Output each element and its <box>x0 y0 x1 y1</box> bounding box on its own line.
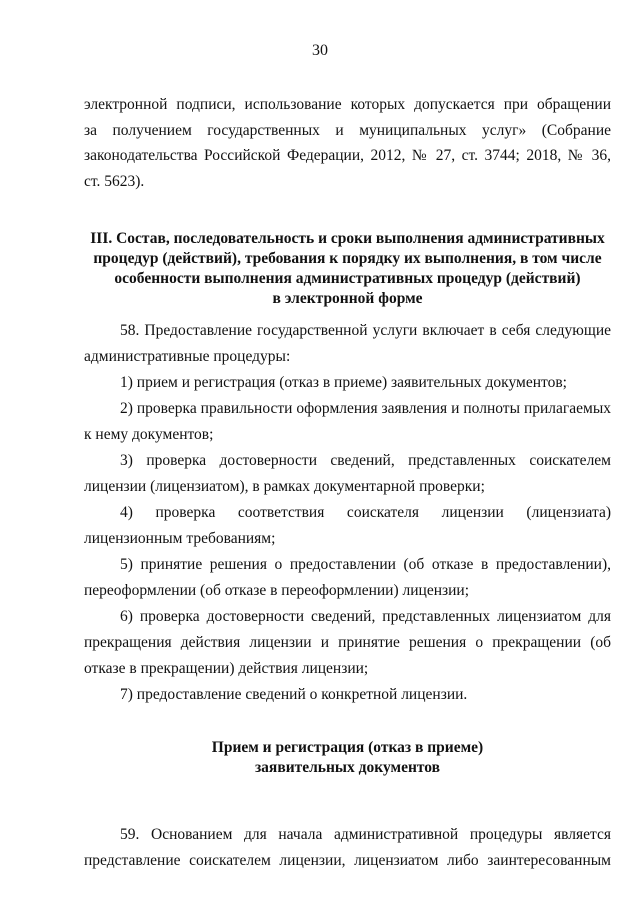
section-heading-line: III. Состав, последовательность и сроки выполнения административных <box>90 230 605 247</box>
intro-line: за получением государственных и муниципальных услуг» (Собрание <box>84 121 611 139</box>
procedure-item: 1) прием и регистрация (отказ в приеме) заявительных документов; <box>120 374 567 391</box>
section-heading-line: особенности выполнения административных процедур (действий) <box>114 270 581 287</box>
paragraph-59 <box>84 822 611 874</box>
intro-line: законодательства Российской Федерации, 2012, № 27, ст. 3744; 2018, № 36, <box>84 147 611 164</box>
paragraph-58 <box>84 318 611 708</box>
procedure-item: 6) проверка достоверности сведений, представленных лицензиатом для прекращения действия лицензии и принятие решения о прекращении (об отказе в прекращении) действия лицензии; <box>84 608 611 677</box>
intro-paragraph <box>84 92 611 194</box>
section-heading-line: в электронной форме <box>272 290 423 307</box>
paragraph-58-intro: 58. Предоставление государственной услуги включает в себя следующие административные процедуры: <box>84 322 611 365</box>
procedure-item: 4) проверка соответствия соискателя лицензии (лицензиата) лицензионным требованиям; <box>84 504 611 547</box>
intro-line: ст. 5623). <box>84 172 145 190</box>
page-number: 30 <box>312 42 328 59</box>
subsection-heading-line: Прием и регистрация (отказ в приеме) <box>211 739 484 756</box>
section-heading-line: процедур (действий), требования к порядку их выполнения, в том числе <box>93 250 602 267</box>
paragraph-59-text: 59. Основанием для начала административной процедуры является представление соискателем лицензии, лицензиатом либо заинтересованным <box>84 826 611 869</box>
intro-line: электронной подписи, использование которых допускается при обращении <box>84 96 611 113</box>
procedure-item: 2) проверка правильности оформления заявления и полноты прилагаемых к нему документов; <box>84 400 611 443</box>
section-heading <box>84 229 611 309</box>
procedure-item: 3) проверка достоверности сведений, представленных соискателем лицензии (лицензиатом), в рамках документарной проверки; <box>84 452 611 495</box>
procedure-item: 7) предоставление сведений о конкретной лицензии. <box>120 686 468 703</box>
subsection-heading-line: заявительных документов <box>254 759 441 776</box>
subsection-heading <box>84 738 611 778</box>
procedure-item: 5) принятие решения о предоставлении (об отказе в предоставлении), переоформлении (об отказе в переоформлении) лицензии; <box>84 556 611 599</box>
